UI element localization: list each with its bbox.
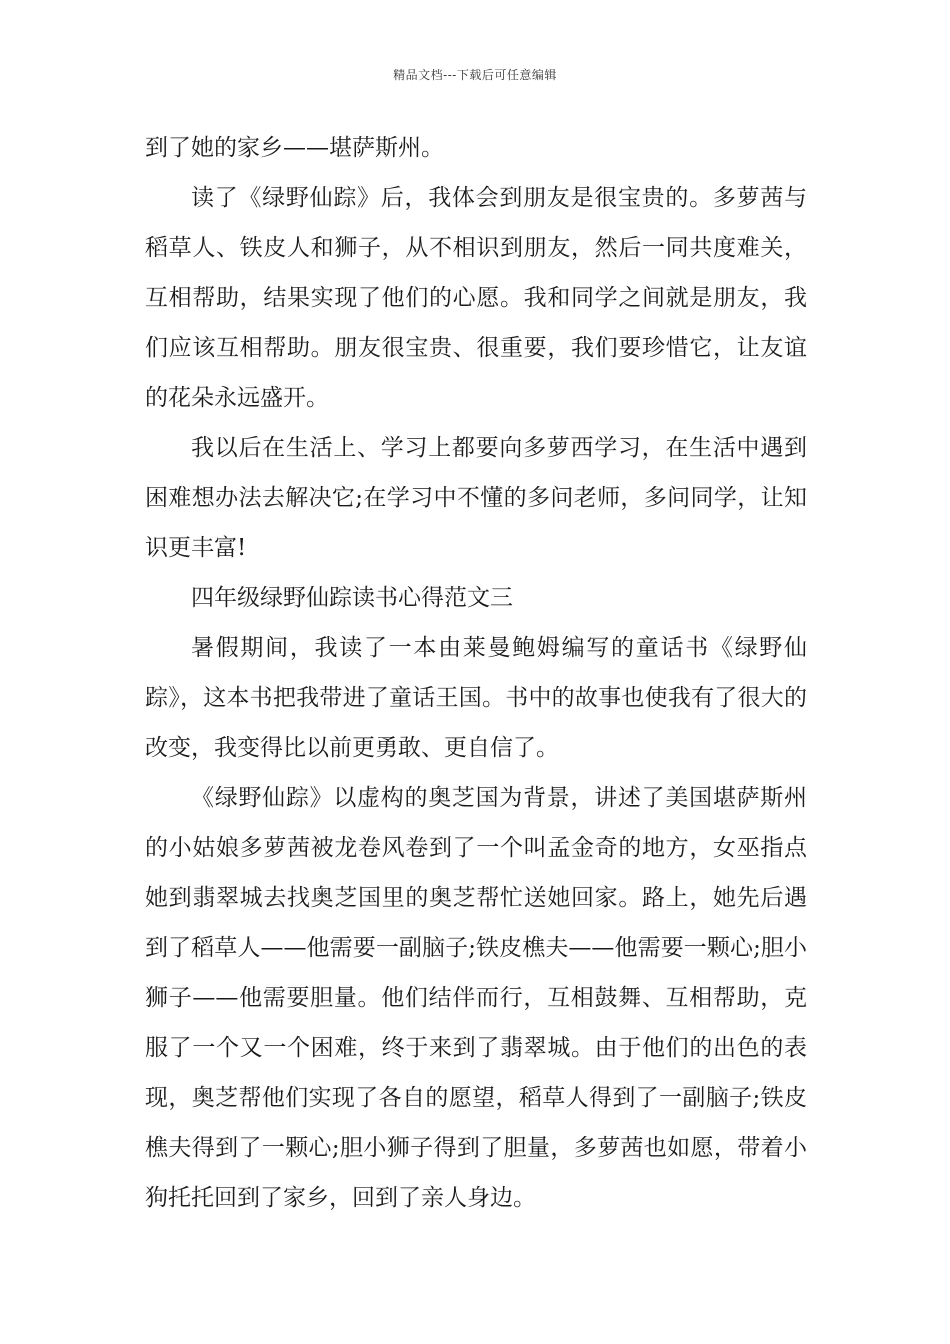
section-title: 四年级绿野仙踪读书心得范文三: [191, 585, 513, 611]
document-body: [145, 123, 807, 1223]
paragraph-continuation: 到了她的家乡——堪萨斯州。: [145, 135, 444, 161]
page-header: 精品文档---下载后可任意编辑: [393, 68, 557, 82]
paragraph-friendship: 读了《绿野仙踪》后，我体会到朋友是很宝贵的。多萝茜与稻草人、铁皮人和狮子，从不相识到朋友，然后一同共度难关，互相帮助，结果实现了他们的心愿。我和同学之间就是朋友，我们应该互相帮助。朋友很宝贵、很重要，我们要珍惜它，让友谊的花朵永远盛开。: [145, 185, 807, 411]
paragraph-story-summary: 《绿野仙踪》以虚构的奥芝国为背景，讲述了美国堪萨斯州的小姑娘多萝茜被龙卷风卷到了一个叫孟金奇的地方，女巫指点她到翡翠城去找奥芝国里的奥芝帮忙送她回家。路上，她先后遇到了稻草人——他需要一副脑子;铁皮樵夫——他需要一颗心;胆小狮子——他需要胆量。他们结伴而行，互相鼓舞、互相帮助，克服了一个又一个困难，终于来到了翡翠城。由于他们的出色的表现，奥芝帮他们实现了各自的愿望，稻草人得到了一副脑子;铁皮樵夫得到了一颗心;胆小狮子得到了胆量，多萝茜也如愿，带着小狗托托回到了家乡，回到了亲人身边。: [145, 785, 807, 1211]
paragraph-learning: 我以后在生活上、学习上都要向多萝西学习，在生活中遇到困难想办法去解决它;在学习中不懂的多问老师，多问同学，让知识更丰富!: [145, 435, 807, 561]
paragraph-summer-reading: 暑假期间，我读了一本由莱曼鲍姆编写的童话书《绿野仙踪》，这本书把我带进了童话王国。书中的故事也使我有了很大的改变，我变得比以前更勇敢、更自信了。: [145, 635, 807, 761]
